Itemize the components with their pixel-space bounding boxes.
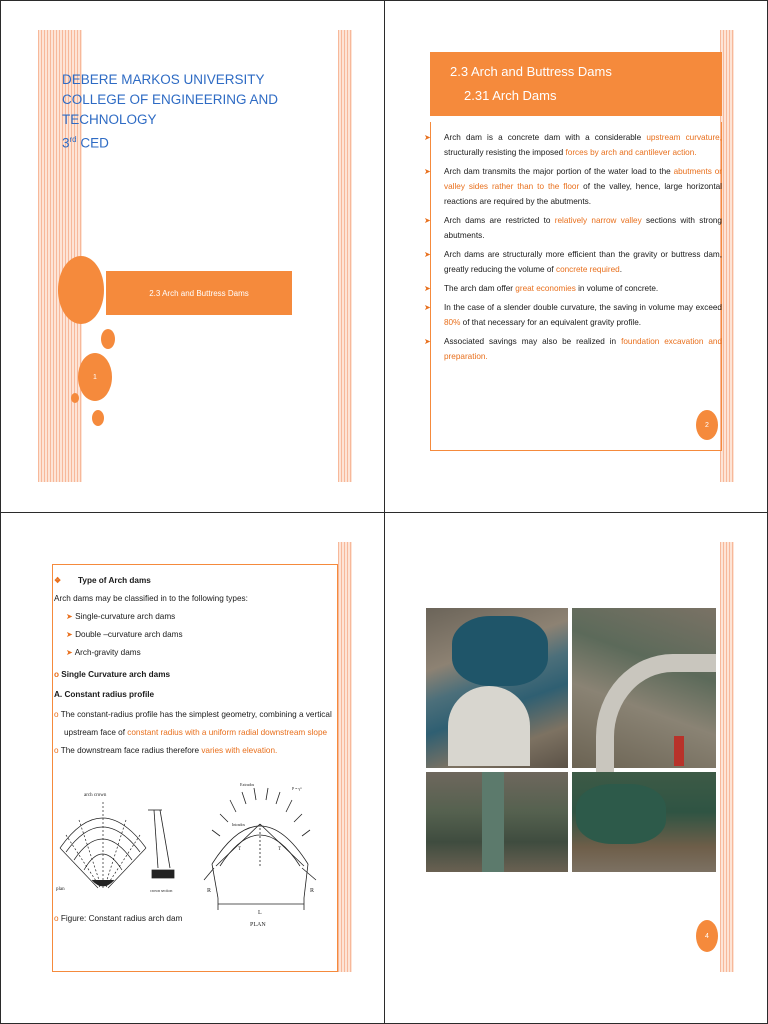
bullet-1: ➤ Arch dam is a concrete dam with a considerable upstream curvature, structurally resisting the imposed forces by arch and cantilever action.: [424, 133, 722, 157]
page-number: 4: [696, 920, 718, 952]
crown-section-label: crown section: [150, 888, 173, 893]
paragraph-2: o The downstream face radius therefore varies with elevation.: [54, 746, 278, 755]
reservoir-1: [452, 616, 548, 686]
class-name: 3rd CED: [62, 135, 109, 151]
bullet-6: ➤ In the case of a slender double curvature, the saving in volume may exceed 80% of that necessary for an equivalent gravity profile.: [424, 303, 722, 327]
dot-circle: [92, 410, 104, 426]
river-pool: [576, 784, 666, 844]
content: [54, 572, 336, 760]
section-title-box: [106, 271, 292, 315]
pressure-label: P = γʷ: [292, 786, 302, 791]
crane-structure: [674, 736, 684, 766]
right-stripe: [338, 542, 352, 972]
paragraph-1: o The constant-radius profile has the simplest geometry, combining a vertical upstream face of constant radius with a uniform radial downstream slope: [54, 710, 332, 737]
slide-4: [414, 542, 734, 992]
plan-caption: PLAN: [250, 922, 266, 928]
bullet-5: ➤ The arch dam offer great economies in volume of concrete.: [424, 284, 659, 293]
bullet-2: ➤ Arch dam transmits the major portion of the water load to the abutments or valley sides rather than to the floor of the valley, hence, large horizontal reactions are required by the abutments.: [424, 167, 722, 206]
types-heading: ❖ Type of Arch dams: [54, 576, 151, 585]
t-left-label: T: [238, 847, 242, 852]
slide-title-line2: 2.31 Arch Dams: [464, 88, 557, 103]
figure-caption: o Figure: Constant radius arch dam: [54, 914, 183, 923]
plan-fan-drawing: [60, 802, 146, 888]
right-stripe: [720, 30, 734, 482]
bullet-7: ➤ Associated savings may also be realized in foundation excavation and preparation.: [424, 337, 722, 361]
photo-collage: [426, 608, 716, 872]
right-stripe: [720, 542, 734, 972]
small-circle: [101, 329, 115, 349]
type-item-1: ➤ Single-curvature arch dams: [66, 612, 176, 621]
large-circle: [58, 256, 104, 324]
types-intro: Arch dams may be classified in to the following types:: [54, 594, 248, 603]
bullet-4: ➤ Arch dams are structurally more efficient than the gravity or buttress dam, greatly reducing the volume of concrete required.: [424, 250, 722, 274]
bullet-3: ➤ Arch dams are restricted to relatively narrow valley sections with strong abutments.: [424, 216, 722, 240]
tiny-circle: [71, 393, 79, 403]
page-number: 2: [696, 410, 718, 440]
university-name: DEBERE MARKOS UNIVERSITY: [62, 72, 265, 87]
arch-dam-figure: [54, 780, 324, 930]
slide-title-box: [430, 52, 722, 116]
river-channel: [482, 772, 504, 872]
crown-section-drawing: [148, 810, 174, 878]
r-left-label: R: [207, 888, 212, 894]
slide-1: [38, 30, 354, 482]
extrados-label: Extrados: [240, 782, 255, 787]
intrados-label: Intrados: [232, 822, 246, 827]
type-item-3: ➤ Arch-gravity dams: [66, 648, 141, 657]
r-right-label: R: [310, 888, 315, 894]
force-diagram: [204, 788, 316, 910]
bullet-list: [424, 130, 722, 368]
constant-radius-subhead: A. Constant radius profile: [54, 690, 155, 699]
slide-3: [38, 542, 354, 992]
arch-dam-wall-1: [448, 686, 530, 766]
arch-crown-label: arch crown: [84, 793, 107, 798]
l-label: L: [258, 910, 262, 916]
section-title: 2.3 Arch and Buttress Dams: [149, 288, 249, 298]
t-right-label: T: [278, 847, 282, 852]
title-block: [62, 70, 354, 154]
plan-label: plan: [56, 887, 65, 892]
college-name: COLLEGE OF ENGINEERING AND TECHNOLOGY: [62, 92, 279, 127]
page-number: 1: [78, 353, 112, 401]
slide-2: [414, 30, 734, 482]
slide-title-line1: 2.3 Arch and Buttress Dams: [450, 64, 612, 79]
type-item-2: ➤ Double –curvature arch dams: [66, 630, 183, 639]
single-curvature-heading: o Single Curvature arch dams: [54, 670, 171, 679]
